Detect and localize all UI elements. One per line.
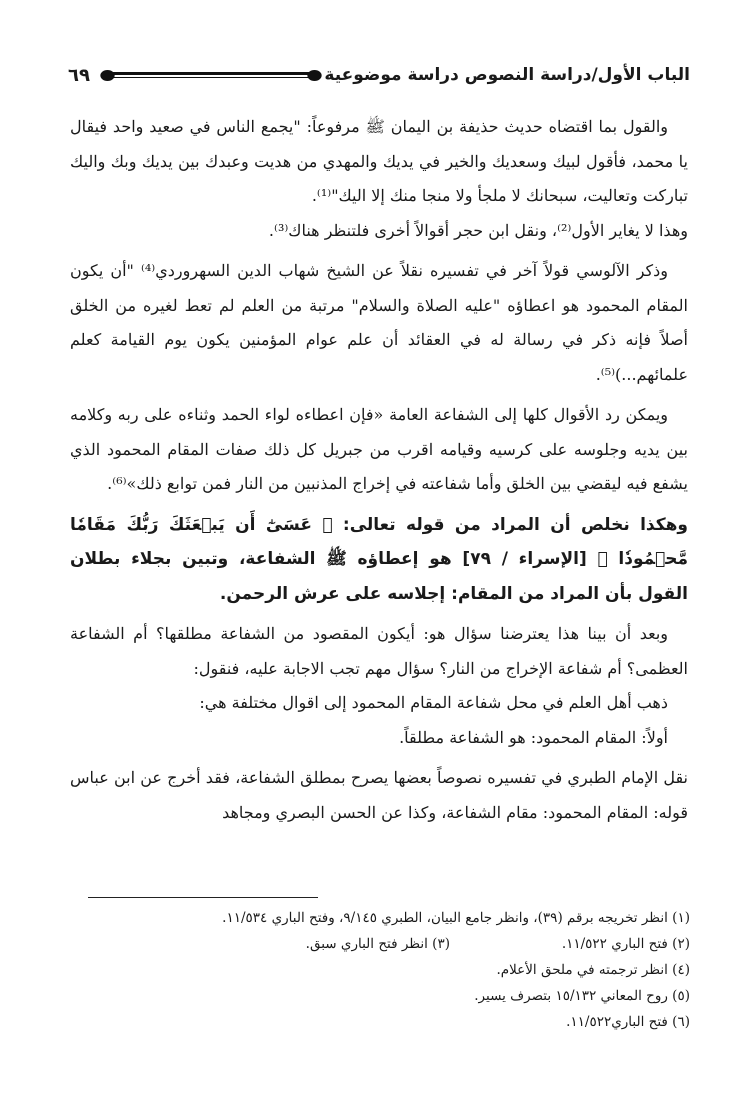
footnote-6: (٦) فتح الباري١١/٥٢٢. [566, 1014, 690, 1030]
footnote-5: (٥) روح المعاني ١٥/١٣٢ بتصرف يسير. [474, 988, 690, 1004]
paragraph-2: وهذا لا يغاير الأول⁽²⁾، ونقل ابن حجر أقوالاً أخرى فلتنظر هناك⁽³⁾. [268, 220, 688, 240]
paragraph-9: نقل الإمام الطبري في تفسيره نصوصاً بعضها يصرح بمطلق الشفاعة، فقد أخرج عن ابن عباس قوله: المقام المحمود: مقام الشفاعة، وكذا عن الحسن البصري ومجاهد [70, 768, 688, 822]
paragraph-4: ويمكن رد الأقوال كلها إلى الشفاعة العامة «فإن اعطاءه لواء الحمد وثناءه على ربه وكلامه بين يديه وجلوسه على كرسيه وقيامه اقرب من جبريل كل ذلك صفات المقام المحمود الذي يشفع فيه ليقضي بين الخلق وأما شفاعته في إخراج المذنبين من النار فمن توابع ذلك»⁽⁶⁾. [70, 405, 688, 493]
chapter-title: الباب الأول/دراسة النصوص دراسة موضوعية [324, 65, 690, 85]
running-header [68, 58, 690, 92]
footnote-separator [88, 897, 318, 898]
double-rule [113, 72, 309, 78]
footnote-2: (٢) فتح الباري ١١/٥٢٢. [561, 936, 690, 952]
ornament-right-icon [100, 70, 114, 81]
footnotes [70, 905, 690, 1035]
ornament-left-icon [308, 70, 322, 81]
paragraph-7: ذهب أهل العلم في محل شفاعة المقام المحمود إلى اقوال مختلفة هي: [199, 693, 668, 712]
conclusion-paragraph: وهكذا نخلص أن المراد من قوله تعالى: ﴿ عَسَىٰٓ أَن يَبۡعَثَكَ رَبُّكَ مَقَامٗا مَّحۡمُودٗا ﴾ [الإسراء / ٧٩] هو إعطاؤه ﷺ الشفاعة، وتبين بجلاء بطلان القول بأن المراد من المقام: إجلاسه على عرش الرحمن. [70, 514, 688, 604]
footnote-1: (١) انظر تخريجه برقم (٣٩)، وانظر جامع البيان، الطبري ٩/١٤٥، وفتح الباري ١١/٥٣٤. [222, 910, 690, 926]
paragraph-6: وبعد أن بينا هذا يعترضنا سؤال هو: أيكون المقصود من الشفاعة مطلقها؟ أم الشفاعة العظمى؟ أم شفاعة الإخراج من النار؟ سؤال مهم تجب الاجابة عليه، فنقول: [70, 624, 688, 678]
paragraph-3: وذكر الآلوسي قولاً آخر في تفسيره نقلاً عن الشيخ شهاب الدين السهروردي⁽⁴⁾ "أن يكون المقام المحمود هو اعطاؤه "عليه الصلاة والسلام" مرتبة من العلم لم تعط لغيره من الخلق أصلاً فإنه ذكر في رسالة له في العقائد أن علم عوام المؤمنين يكون يوم القيامة كعلم علمائهم...)⁽⁵⁾. [70, 261, 688, 384]
main-text [70, 110, 688, 830]
footnote-row [70, 931, 690, 957]
page-number: ٦٩ [68, 64, 90, 86]
paragraph-1: والقول بما اقتضاه حديث حذيفة بن اليمان ﷺ مرفوعاً: "يجمع الناس في صعيد واحد فيقال يا محمد، فأقول لبيك وسعديك والخير في يديك والمهدي من هديت وعبدك بين يديك وبك واليك تباركت وتعاليت، سبحانك لا ملجأ ولا منجا منك إلا اليك"⁽¹⁾. [70, 117, 689, 205]
paragraph-8: أولاً: المقام المحمود: هو الشفاعة مطلقاً. [399, 727, 668, 747]
header-rule [102, 70, 320, 81]
footnote-3: (٣) انظر فتح الباري سبق. [305, 936, 450, 952]
footnote-4: (٤) انظر ترجمته في ملحق الأعلام. [496, 962, 690, 978]
